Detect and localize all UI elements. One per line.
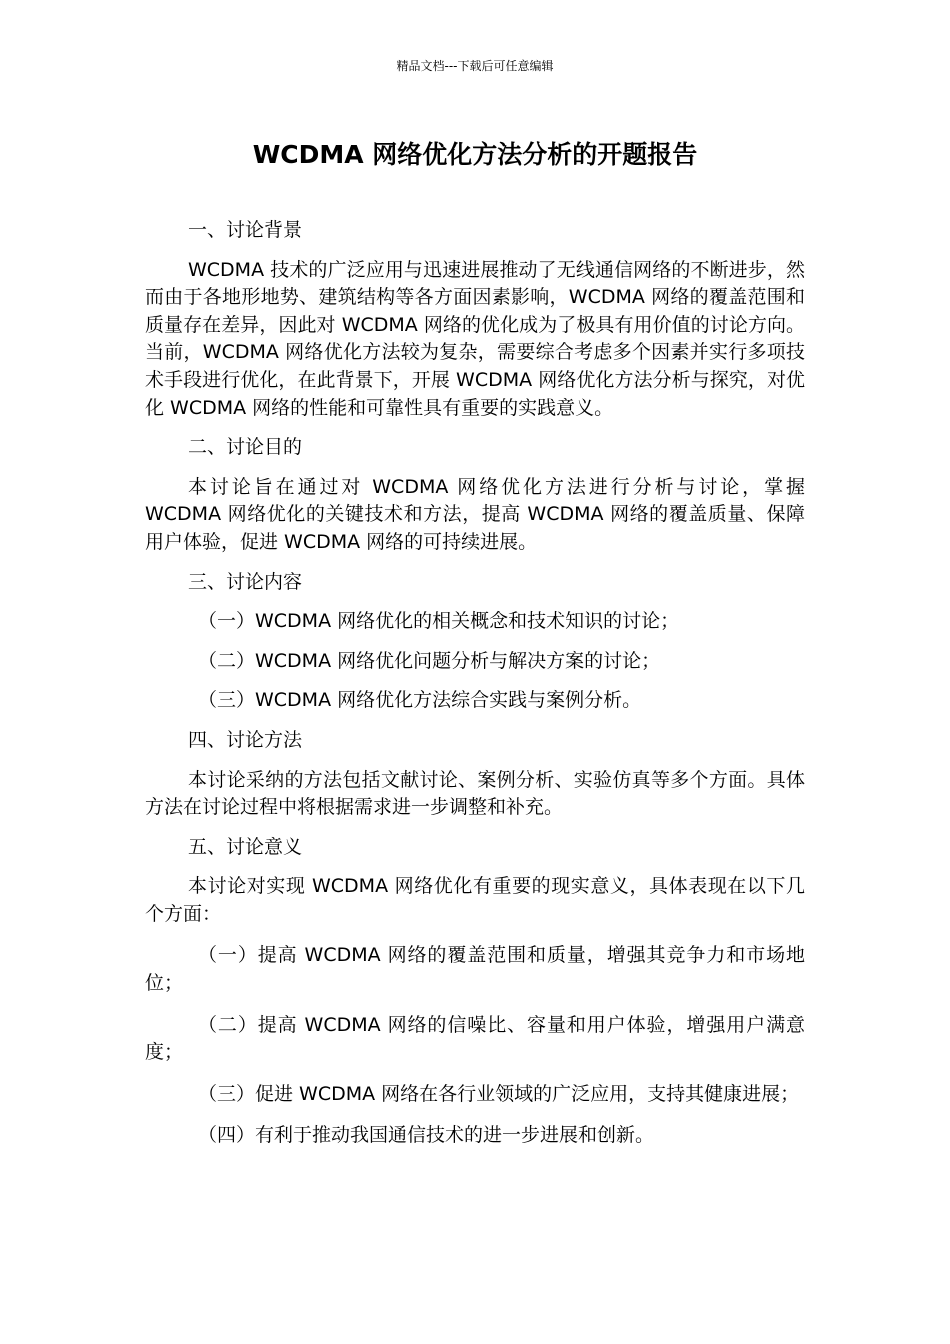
purpose-paragraph: 本讨论旨在通过对 WCDMA 网络优化方法进行分析与讨论，掌握 WCDMA 网络优化的关键技术和方法，提高 WCDMA 网络的覆盖质量、保障用户体验，促进 WCDMA 网络的可持续进展。	[145, 475, 805, 553]
significance-list-item: （四）有利于推动我国通信技术的进一步进展和创新。	[198, 1124, 655, 1147]
background-paragraph: WCDMA 技术的广泛应用与迅速进展推动了无线通信网络的不断进步，然而由于各地形地势、建筑结构等各方面因素影响，WCDMA 网络的覆盖范围和质量存在差异，因此对 WCDMA 网络的优化成为了极具有用价值的讨论方向。当前，WCDMA 网络优化方法较为复杂，需要综合考虑多个因素并实行多项技术手段进行优化，在此背景下，开展 WCDMA 网络优化方法分析与探究，对优化 WCDMA 网络的性能和可靠性具有重要的实践意义。	[145, 258, 805, 419]
section-heading-method: 四、讨论方法	[188, 728, 303, 751]
document-body	[145, 217, 805, 1150]
significance-list-item: （二）提高 WCDMA 网络的信噪比、容量和用户体验，增强用户满意度；	[145, 1013, 805, 1064]
section-heading-purpose: 二、讨论目的	[188, 436, 303, 459]
section-heading-significance: 五、讨论意义	[188, 835, 303, 858]
content-list-item: （二）WCDMA 网络优化问题分析与解决方案的讨论；	[198, 649, 661, 672]
content-list-item: （一）WCDMA 网络优化的相关概念和技术知识的讨论；	[198, 610, 680, 633]
content-list-item: （三）WCDMA 网络优化方法综合实践与案例分析。	[198, 689, 642, 712]
method-paragraph: 本讨论采纳的方法包括文献讨论、案例分析、实验仿真等多个方面。具体方法在讨论过程中将根据需求进一步调整和补充。	[145, 768, 805, 819]
page-header-note: 精品文档---下载后可任意编辑	[396, 59, 554, 73]
significance-list-item: （三）促进 WCDMA 网络在各行业领域的广泛应用，支持其健康进展；	[198, 1082, 800, 1105]
section-heading-content: 三、讨论内容	[188, 570, 303, 593]
significance-list-item: （一）提高 WCDMA 网络的覆盖范围和质量，增强其竞争力和市场地位；	[145, 944, 805, 995]
document-title: WCDMA 网络优化方法分析的开题报告	[252, 140, 698, 169]
section-heading-background: 一、讨论背景	[188, 219, 303, 241]
significance-paragraph: 本讨论对实现 WCDMA 网络优化有重要的现实意义，具体表现在以下几个方面：	[145, 875, 805, 925]
